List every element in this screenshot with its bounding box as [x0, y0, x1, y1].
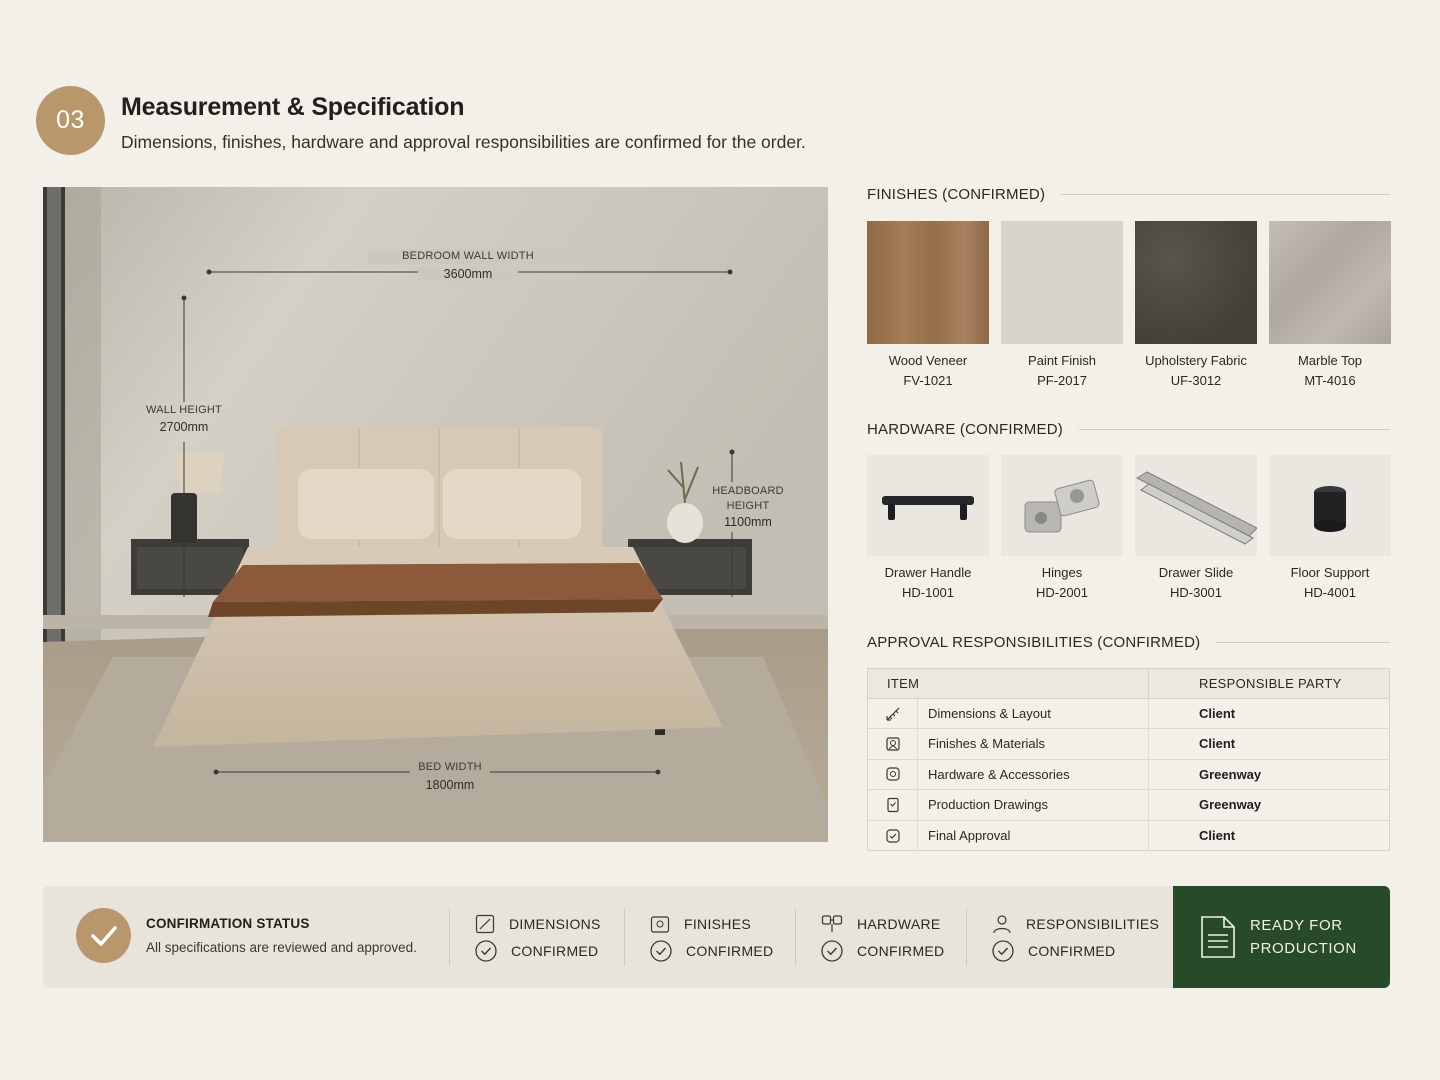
- table-row: Production Drawings Greenway: [868, 790, 1389, 820]
- bed-width-value: 1800mm: [425, 778, 475, 792]
- upholstery-fabric-swatch: [1135, 221, 1257, 344]
- hinge-icon: [1017, 466, 1107, 546]
- person-icon: [992, 914, 1012, 934]
- finishes-grid: [867, 221, 1390, 388]
- status-description: All specifications are reviewed and approved.: [146, 940, 417, 955]
- bed-width-label: BED WIDTH: [410, 760, 490, 775]
- paint-finish-swatch: [1001, 221, 1123, 344]
- hardware-icon: [885, 766, 901, 782]
- column-responsible-party: RESPONSIBLE PARTY: [1199, 676, 1342, 691]
- drawer-slide-icon: [1135, 466, 1257, 546]
- wood-veneer-swatch: [867, 221, 989, 344]
- table-row: Hardware & Accessories Greenway: [868, 760, 1389, 790]
- hardware-drawer-handle[interactable]: Drawer Handle HD-1001: [867, 455, 989, 600]
- check-circle-icon: [650, 940, 672, 962]
- page-subtitle: Dimensions, finishes, hardware and approval responsibilities are confirmed for the order.: [121, 132, 806, 152]
- column-item: ITEM: [868, 669, 1149, 698]
- step-badge: 03: [36, 86, 105, 155]
- swatch-icon: [650, 914, 670, 934]
- ready-line-1: READY FOR: [1250, 917, 1343, 934]
- hardware-grid: [867, 455, 1390, 600]
- ruler-icon: [885, 706, 901, 722]
- check-circle-icon: [992, 940, 1014, 962]
- approvals-heading: APPROVAL RESPONSIBILITIES (CONFIRMED): [867, 634, 1390, 651]
- status-finishes: FINISHES CONFIRMED: [650, 910, 773, 964]
- hardware-drawer-slide[interactable]: Drawer Slide HD-3001: [1135, 455, 1257, 600]
- finishes-heading: FINISHES (CONFIRMED): [867, 186, 1390, 203]
- bedroom-illustration: [43, 187, 828, 842]
- finish-wood-veneer[interactable]: Wood Veneer FV-1021: [867, 221, 989, 388]
- finish-marble[interactable]: Marble Top MT-4016: [1269, 221, 1391, 388]
- responsibility-table: [867, 668, 1390, 851]
- ready-for-production-button[interactable]: [1173, 886, 1390, 988]
- check-circle-icon: [475, 940, 497, 962]
- hinge-icon: [821, 914, 843, 934]
- hardware-hinges[interactable]: Hinges HD-2001: [1001, 455, 1123, 600]
- drawer-handle-icon: [876, 486, 980, 526]
- wall-height-label: WALL HEIGHT: [146, 404, 222, 416]
- wall-width-label: BEDROOM WALL WIDTH: [368, 249, 568, 264]
- status-dimensions: DIMENSIONS CONFIRMED: [475, 910, 601, 964]
- approval-icon: [885, 828, 901, 844]
- wall-width-value: 3600mm: [418, 267, 518, 281]
- hardware-heading: HARDWARE (CONFIRMED): [867, 421, 1390, 438]
- status-hardware: HARDWARE CONFIRMED: [821, 910, 944, 964]
- page-title: Measurement & Specification: [121, 93, 465, 121]
- wall-height-value: 2700mm: [159, 420, 209, 434]
- finish-paint[interactable]: Paint Finish PF-2017: [1001, 221, 1123, 388]
- marble-top-swatch: [1269, 221, 1391, 344]
- table-header: [868, 669, 1389, 699]
- document-icon: [1200, 915, 1236, 959]
- finish-upholstery[interactable]: Upholstery Fabric UF-3012: [1135, 221, 1257, 388]
- floor-support-icon: [1305, 476, 1355, 536]
- table-row: Final Approval Client: [868, 821, 1389, 851]
- status-title: CONFIRMATION STATUS: [146, 916, 310, 931]
- table-row: Finishes & Materials Client: [868, 729, 1389, 759]
- table-row: Dimensions & Layout Client: [868, 699, 1389, 729]
- headboard-height-value: 1100mm: [724, 515, 772, 529]
- drawing-icon: [885, 797, 901, 813]
- headboard-height-label: HEADBOARD HEIGHT: [712, 485, 784, 512]
- hardware-floor-support[interactable]: Floor Support HD-4001: [1269, 455, 1391, 600]
- confirmation-status-bar: [43, 886, 1390, 988]
- swatch-icon: [885, 736, 901, 752]
- ruler-icon: [475, 914, 495, 934]
- status-responsibilities: RESPONSIBILITIES CONFIRMED: [992, 910, 1159, 964]
- ready-line-2: PRODUCTION: [1250, 940, 1357, 957]
- check-circle-icon: [821, 940, 843, 962]
- check-icon: [76, 908, 131, 963]
